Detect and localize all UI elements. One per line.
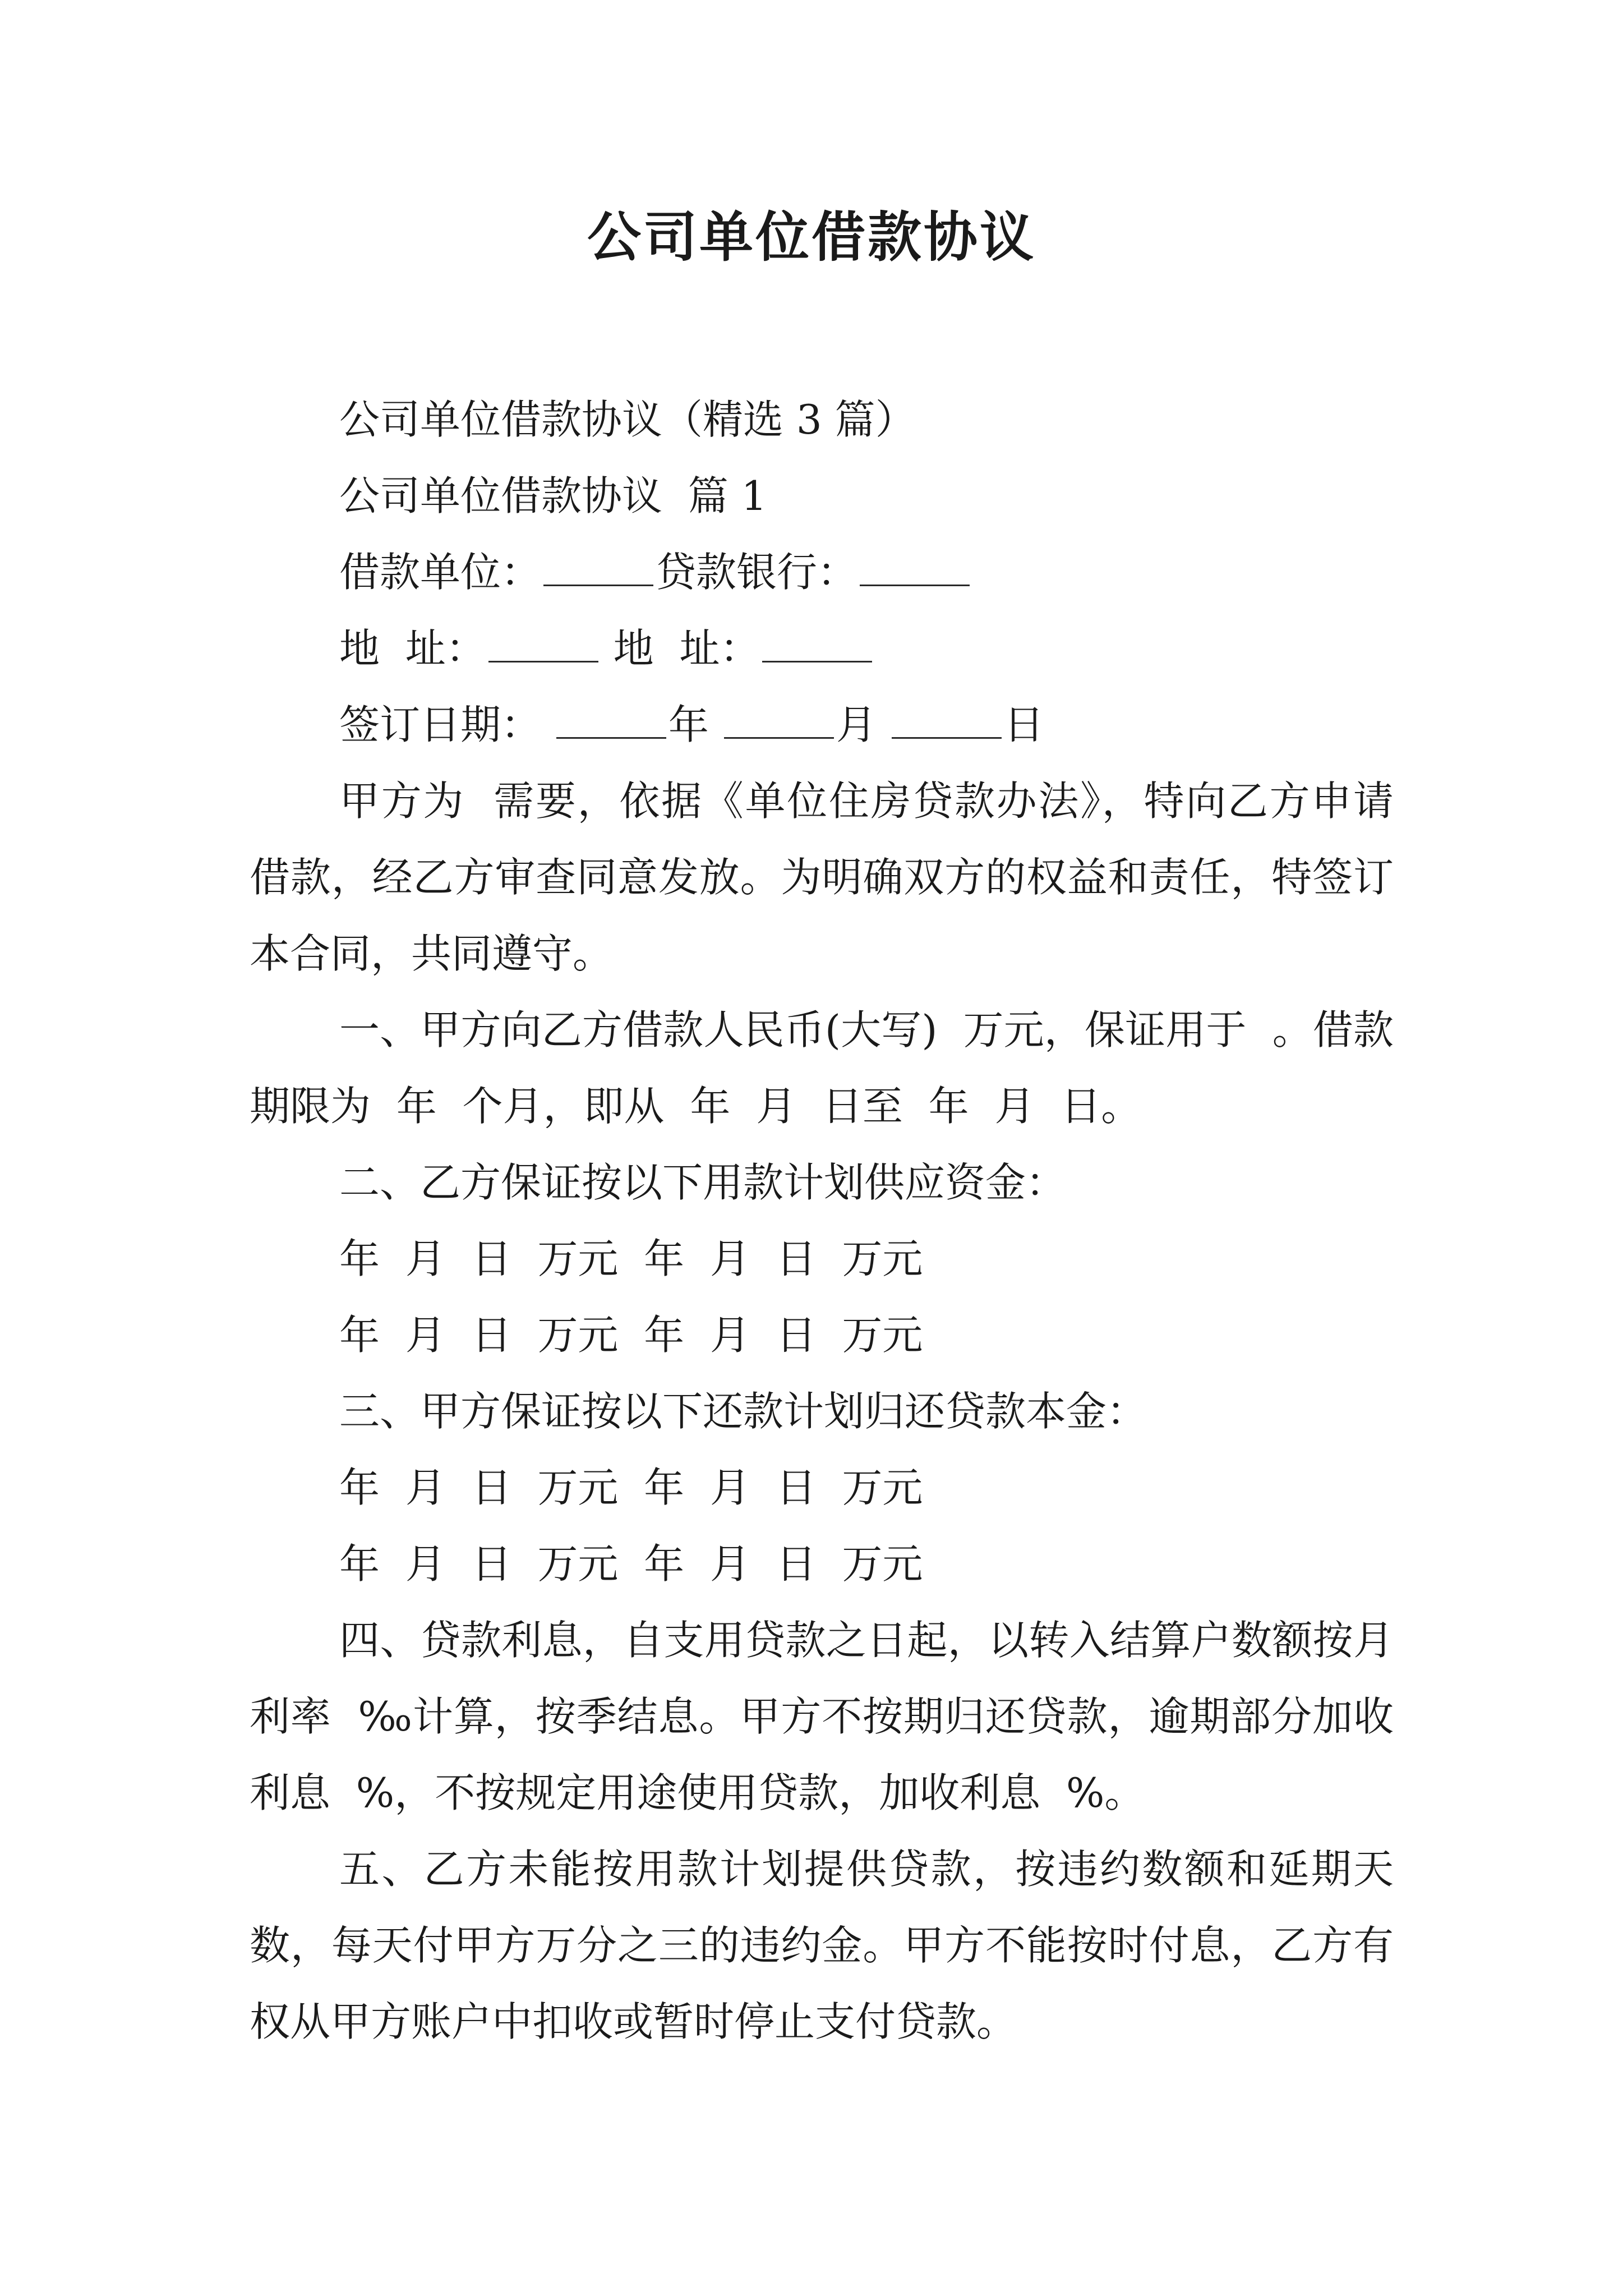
schedule-line: 年 月 日 万元 年 月 日 万元: [339, 1235, 923, 1282]
paragraph-clause-4: 四、贷款利息，自支用贷款之日起，以转入结算户数额按月利率 ‰计算，按季结息。甲方不按期归还贷款，逾期部分加收利息 %，不按规定用途使用贷款，加收利息 %。: [250, 1617, 1394, 1816]
day-blank: [892, 703, 1002, 739]
year-label: 年: [668, 701, 709, 748]
month-blank: [724, 703, 834, 739]
paragraph-clause-1: 一、甲方向乙方借款人民币(大写) 万元，保证用于 。借款期限为 年 个月，即从 年 月 日至 年 月 日。: [250, 1006, 1394, 1130]
sign-date-label: 签订日期：: [339, 701, 542, 748]
address-blank-1: [488, 627, 598, 662]
document-subtitle: 公司单位借款协议（精选 3 篇）: [339, 396, 916, 443]
address-label-1: 地 址：: [339, 625, 486, 672]
borrower-lender-line: [250, 534, 1394, 610]
address-line: [250, 610, 1394, 687]
lender-label: 贷款银行：: [656, 549, 858, 596]
paragraph-clause-2: 二、乙方保证按以下用款计划供应资金：: [339, 1159, 1067, 1206]
year-blank: [556, 703, 666, 739]
paragraph-clause-5: 五、乙方未能按用款计划提供贷款，按违约数额和延期天数，每天付甲方万分之三的违约金。甲方不能按时付息，乙方有权从甲方账户中扣收或暂时停止支付贷款。: [250, 1846, 1394, 2045]
address-blank-2: [762, 627, 872, 662]
schedule-line: 年 月 日 万元 年 月 日 万元: [339, 1464, 923, 1511]
month-label: 月: [836, 701, 877, 748]
document-title: 公司单位借款协议: [587, 205, 1036, 269]
section-heading: 公司单位借款协议 篇 1: [339, 472, 767, 519]
schedule-line: 年 月 日 万元 年 月 日 万元: [339, 1540, 923, 1588]
schedule-line: 年 月 日 万元 年 月 日 万元: [339, 1312, 923, 1359]
sign-date-line: [250, 687, 1394, 763]
paragraph-clause-3: 三、甲方保证按以下还款计划归还贷款本金：: [339, 1388, 1147, 1435]
borrower-blank: [543, 551, 653, 586]
day-label: 日: [1003, 701, 1044, 748]
paragraph-intro: 甲方为 需要，依据《单位住房贷款办法》，特向乙方申请借款，经乙方审查同意发放。为明确双方的权益和责任，特签订本合同，共同遵守。: [250, 777, 1394, 977]
borrower-label: 借款单位：: [339, 549, 542, 596]
document-body: [250, 381, 1394, 2060]
lender-blank: [860, 551, 970, 586]
address-label-2: 地 址：: [613, 625, 760, 672]
